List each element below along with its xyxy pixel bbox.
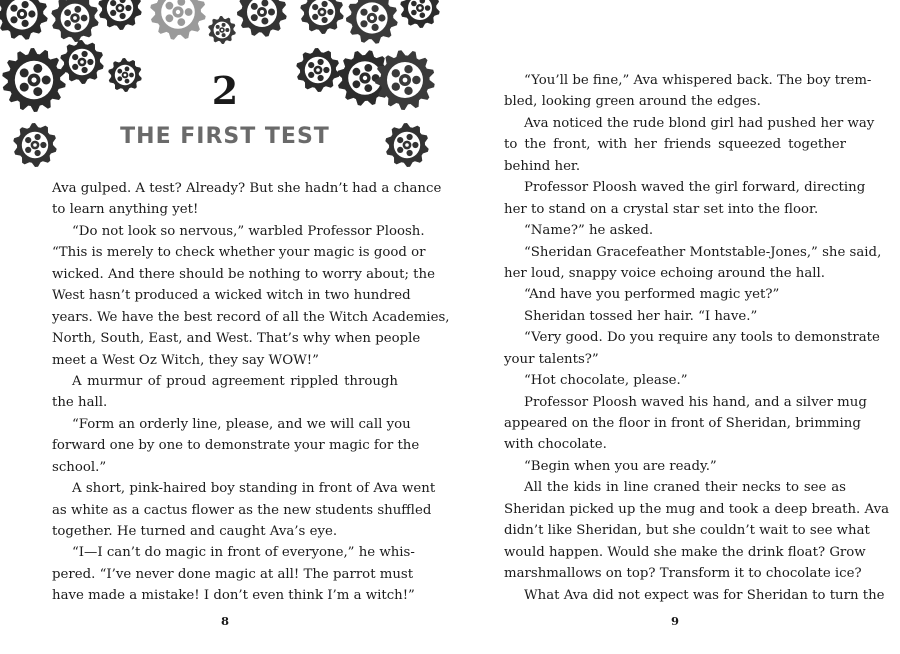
text-line: “Sheridan Gracefeather Montstable-Jones,” she said,	[524, 244, 882, 260]
right-page-body	[504, 70, 890, 606]
gear-icon	[300, 0, 343, 34]
text-line: her loud, snappy voice echoing around the hall.	[504, 265, 826, 281]
gear-icon	[150, 0, 205, 40]
text-line: together. He turned and caught Ava’s eye.	[52, 524, 338, 539]
text-line: “You’ll be fine,” Ava whispered back. The boy trem-	[524, 73, 872, 88]
text-line: “Do not look so nervous,” warbled Professor Ploosh.	[72, 223, 425, 239]
text-line: didn’t like Sheridan, but she couldn’t wait to see what	[504, 523, 870, 539]
text-line: years. We have the best record of all the Witch Academies,	[52, 309, 450, 325]
text-line: A short, pink-haired boy standing in front of Ava went	[72, 481, 436, 497]
text-line: to learn anything yet!	[52, 202, 199, 218]
chapter-number: 2	[211, 68, 239, 113]
text-line: All the kids in line craned their necks to see as	[524, 480, 846, 496]
text-line: A murmur of proud agreement rippled through	[72, 373, 398, 389]
page-number-right: 9	[670, 614, 679, 628]
text-line: pered. “I’ve never done magic at all! The parrot must	[52, 566, 414, 582]
text-line: appeared on the floor in front of Sheridan, brimming	[504, 416, 861, 431]
text-line: wicked. And there should be nothing to worry about; the	[52, 266, 435, 282]
text-line: your talents?”	[504, 351, 599, 367]
text-line: “Hot chocolate, please.”	[524, 373, 688, 389]
left-page-body	[52, 178, 450, 607]
text-line: her to stand on a crystal star set into the floor.	[504, 201, 819, 217]
text-line: “Form an orderly line, please, and we will call you	[72, 416, 411, 432]
text-line: What Ava did not expect was for Sheridan to turn the	[524, 587, 885, 603]
text-line: “This is merely to check whether your magic is good or	[52, 245, 426, 261]
text-line: Sheridan tossed her hair. “I have.”	[524, 308, 758, 324]
text-line: “Name?” he asked.	[524, 223, 654, 239]
text-line: marshmallows on top? Transform it to chocolate ice?	[504, 566, 862, 582]
gear-icon	[237, 0, 287, 37]
text-line: would happen. Would she make the drink float? Grow	[504, 544, 866, 560]
chapter-title: THE FIRST TEST	[120, 124, 330, 149]
text-line: forward one by one to demonstrate your magic for the	[52, 438, 420, 454]
text-line: with chocolate.	[504, 437, 607, 453]
text-line: bled, looking green around the edges.	[504, 94, 761, 110]
text-line: Ava gulped. A test? Already? But she hadn’t had a chance	[52, 181, 442, 196]
text-line: Ava noticed the rude blond girl had pushed her way	[524, 115, 875, 131]
gear-icon	[51, 0, 98, 42]
text-line: as white as a cactus flower as the new students shuffled	[52, 502, 432, 518]
text-line: the hall.	[52, 395, 108, 411]
gear-icon	[98, 0, 141, 30]
gear-icon	[346, 0, 398, 44]
text-line: “I—I can’t do magic in front of everyone,” he whis-	[72, 545, 415, 561]
text-line: Professor Ploosh waved the girl forward, directing	[524, 180, 866, 196]
text-line: “Very good. Do you require any tools to demonstrate	[524, 330, 880, 346]
text-line: Sheridan picked up the mug and took a deep breath. Ava	[504, 501, 890, 517]
text-line: “And have you performed magic yet?”	[524, 287, 780, 303]
gear-icon	[208, 16, 236, 44]
text-line: school.”	[52, 459, 107, 475]
page-number-left: 8	[220, 614, 229, 628]
text-line: to the front, with her friends squeezed together	[504, 137, 846, 153]
gear-icon	[400, 0, 439, 28]
text-line: North, South, East, and West. That’s why when people	[52, 331, 421, 347]
text-line: West hasn’t produced a wicked witch in two hundred	[52, 288, 411, 304]
text-line: behind her.	[504, 158, 581, 174]
text-line: meet a West Oz Witch, they say WOW!”	[52, 352, 319, 368]
gear-icon	[0, 0, 48, 40]
text-line: have made a mistake! I don’t even think I’m a witch!”	[52, 588, 415, 604]
text-line: “Begin when you are ready.”	[524, 458, 717, 474]
text-line: Professor Ploosh waved his hand, and a silver mug	[524, 394, 867, 410]
right-page	[450, 0, 900, 654]
